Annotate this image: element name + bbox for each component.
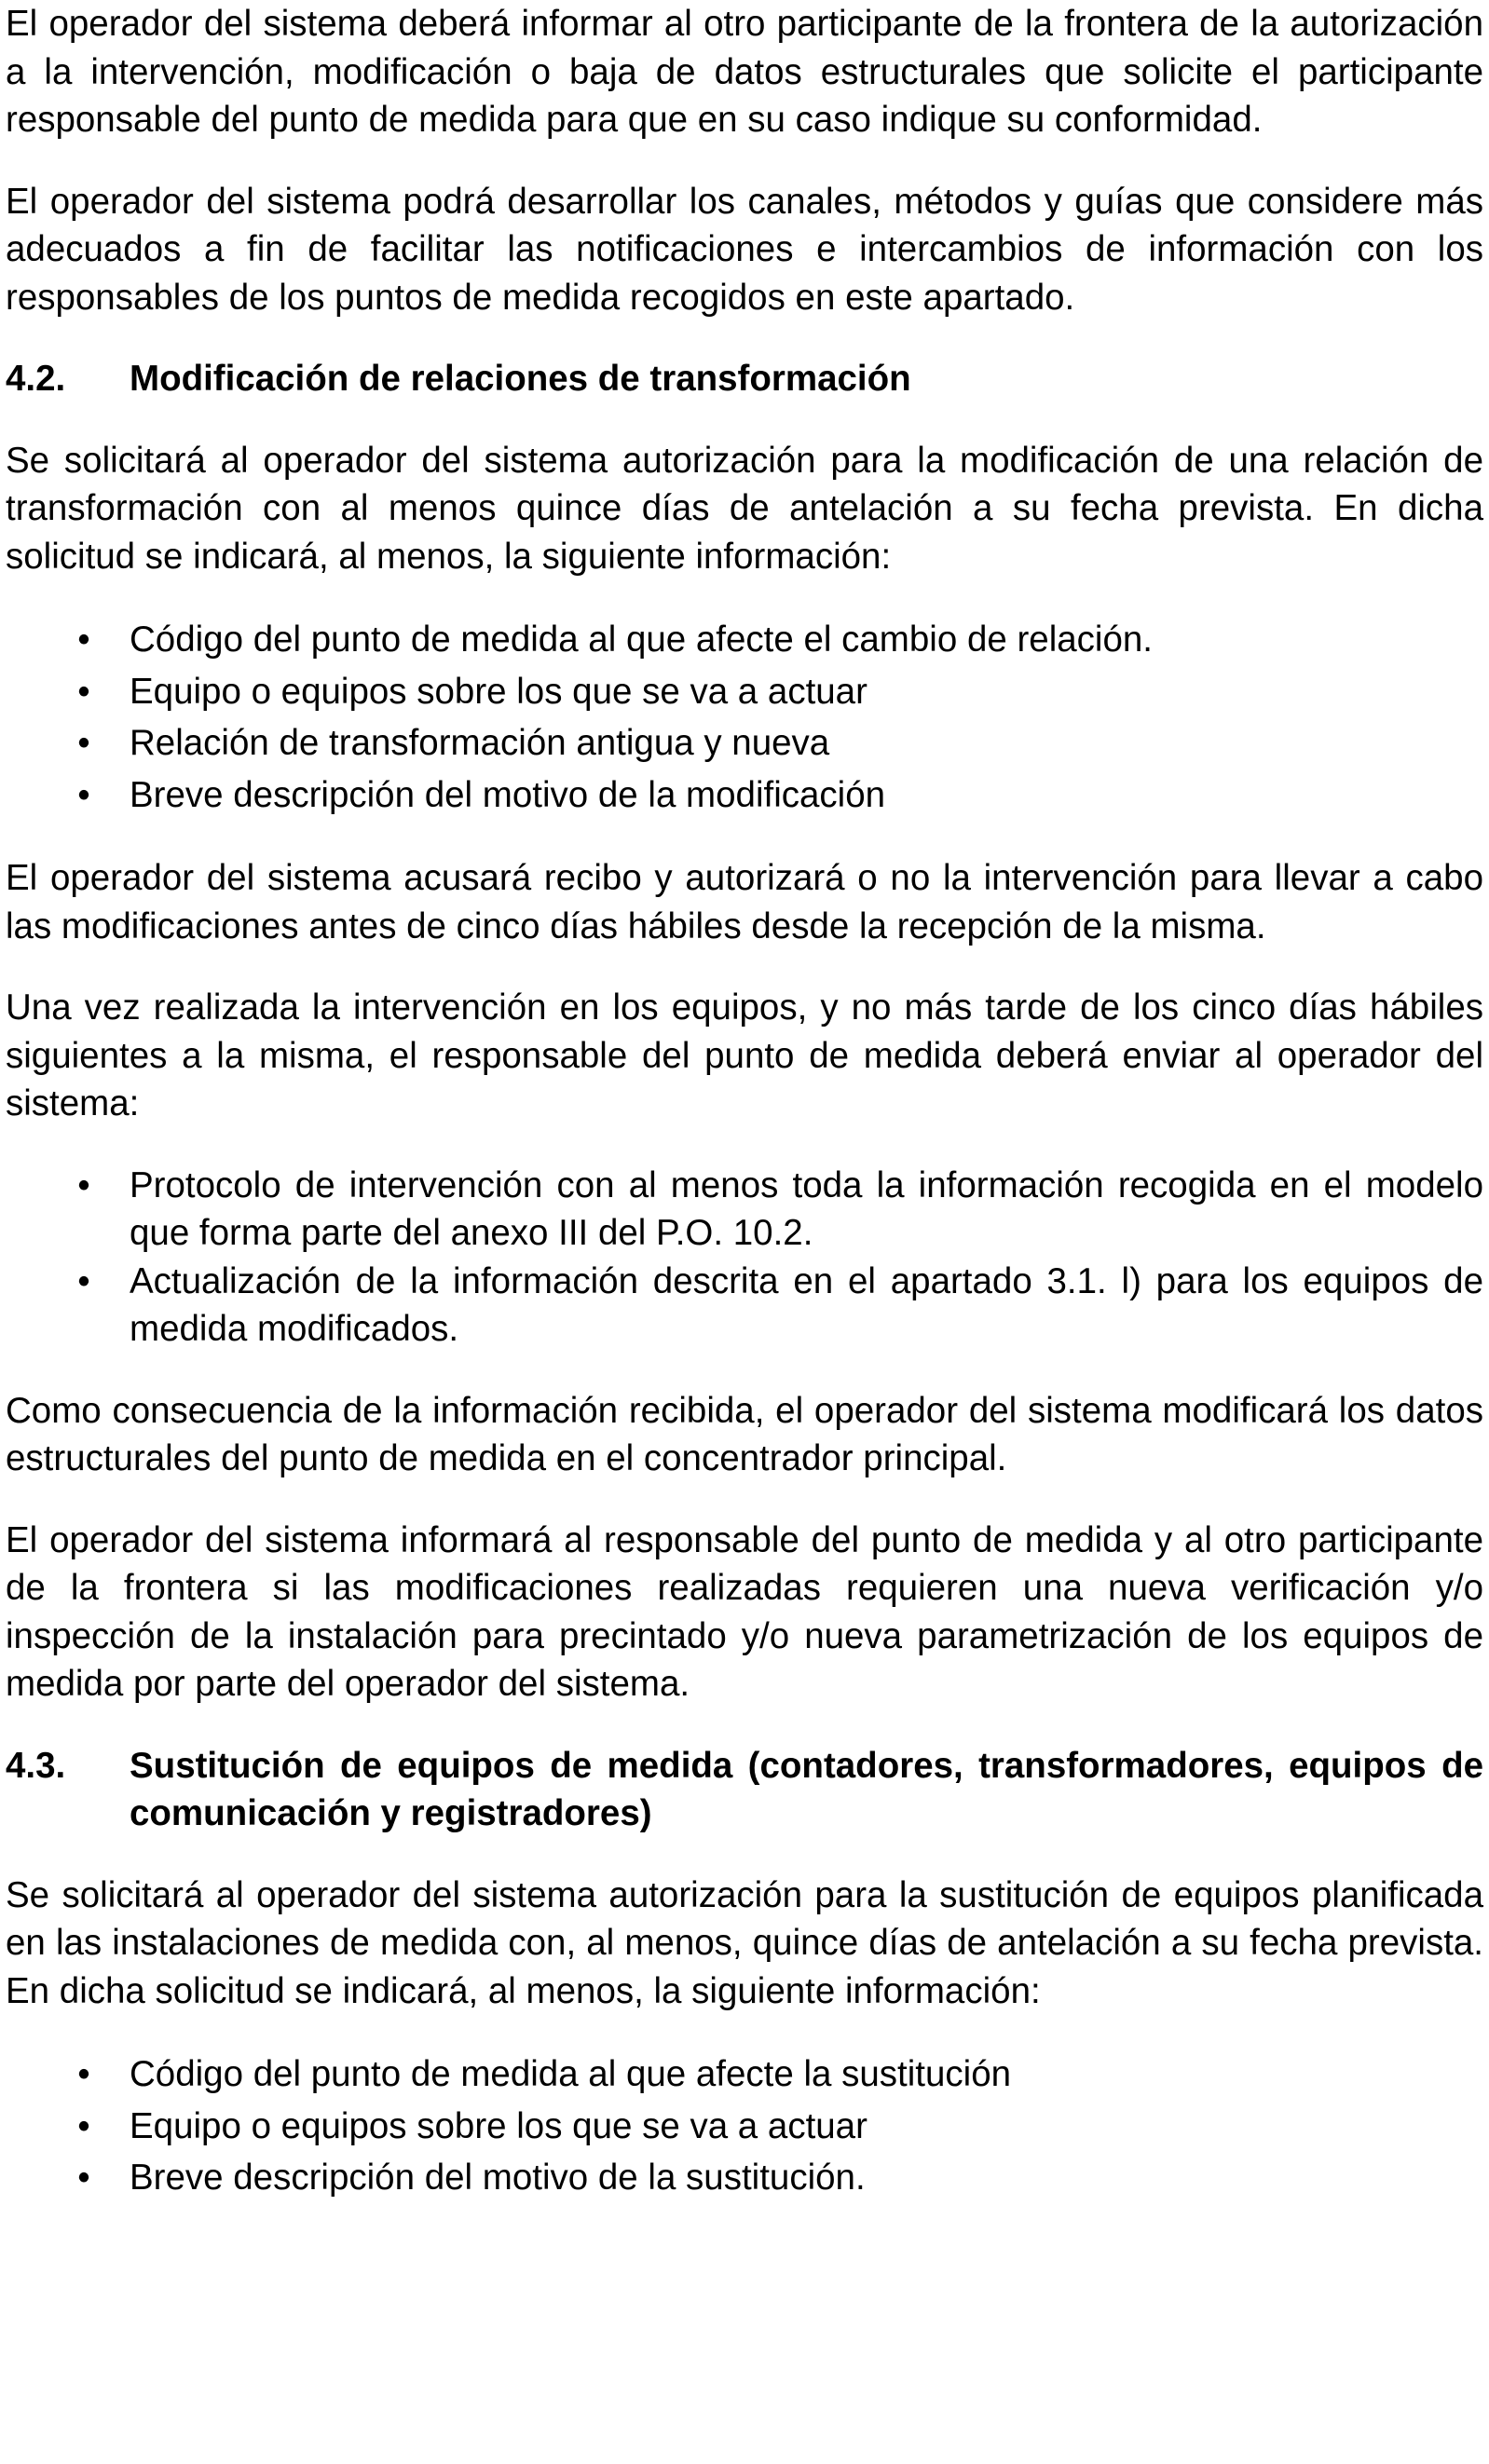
bullet-icon: • [77, 723, 90, 763]
paragraph: Una vez realizada la intervención en los equipos, y no más tarde de los cinco días hábiles siguientes a la misma, el responsable del punto de medida deberá enviar al operador del sistema: [6, 987, 1483, 1123]
section-title: Modificación de relaciones de transformación [130, 359, 911, 399]
bullet-list [6, 2049, 1483, 2204]
section-heading-4-3 [6, 1742, 1483, 1838]
paragraph: Como consecuencia de la información recibida, el operador del sistema modificará los datos estructurales del punto de medida en el concentrador principal. [6, 1390, 1483, 1478]
list-item: • Breve descripción del motivo de la sustitución. [6, 2152, 1483, 2204]
bullet-list [6, 1162, 1483, 1354]
bullet-icon: • [77, 619, 90, 660]
list-item: • Actualización de la información descrita en el apartado 3.1. l) para los equipos de medida modificados. [6, 1258, 1483, 1354]
paragraph: El operador del sistema deberá informar al otro participante de la frontera de la autorización a la intervención, modificación o baja de datos estructurales que solicite el participante responsable del punto de medida para que en su caso indique su conformidad. [6, 4, 1483, 140]
paragraph: Se solicitará al operador del sistema autorización para la sustitución de equipos planificada en las instalaciones de medida con, al menos, quince días de antelación a su fecha prevista. En dicha solicitud se indicará, al menos, la siguiente información: [6, 1874, 1483, 2011]
section-title: Sustitución de equipos de medida (contadores, transformadores, equipos de comunicación y registradores) [130, 1745, 1483, 1833]
bullet-icon: • [77, 1164, 90, 1205]
list-item: • Protocolo de intervención con al menos toda la información recogida en el modelo que forma parte del anexo III del P.O. 10.2. [6, 1162, 1483, 1258]
list-item: • Equipo o equipos sobre los que se va a actuar [6, 666, 1483, 718]
bullet-icon: • [77, 671, 90, 712]
list-item: • Relación de transformación antigua y nueva [6, 717, 1483, 769]
list-item: • Breve descripción del motivo de la modificación [6, 769, 1483, 822]
bullet-icon: • [77, 774, 90, 815]
paragraph: El operador del sistema informará al responsable del punto de medida y al otro participante de la frontera si las modificaciones realizadas requieren una nueva verificación y/o inspección de la instalación para precintado y/o nueva parametrización de los equipos de medida por parte del operador del sistema. [6, 1519, 1483, 1704]
section-heading-4-2 [6, 355, 1483, 403]
list-item: • Código del punto de medida al que afecte la sustitución [6, 2049, 1483, 2101]
bullet-icon: • [77, 2105, 90, 2146]
section-number: 4.2. [6, 359, 66, 399]
list-item: • Equipo o equipos sobre los que se va a actuar [6, 2101, 1483, 2153]
bullet-icon: • [77, 2158, 90, 2198]
paragraph: Se solicitará al operador del sistema autorización para la modificación de una relación de transformación con al menos quince días de antelación a su fecha prevista. En dicha solicitud se indicará, al menos, la siguiente información: [6, 440, 1483, 577]
section-number: 4.3. [6, 1745, 66, 1786]
paragraph: El operador del sistema podrá desarrollar los canales, métodos y guías que considere más adecuados a fin de facilitar las notificaciones e intercambios de información con los responsables de los puntos de medida recogidos en este apartado. [6, 181, 1483, 318]
bullet-icon: • [77, 1260, 90, 1301]
bullet-list [6, 614, 1483, 821]
paragraph: El operador del sistema acusará recibo y autorizará o no la intervención para llevar a cabo las modificaciones antes de cinco días hábiles desde la recepción de la misma. [6, 858, 1483, 946]
list-item: • Código del punto de medida al que afecte el cambio de relación. [6, 614, 1483, 666]
bullet-icon: • [77, 2054, 90, 2094]
